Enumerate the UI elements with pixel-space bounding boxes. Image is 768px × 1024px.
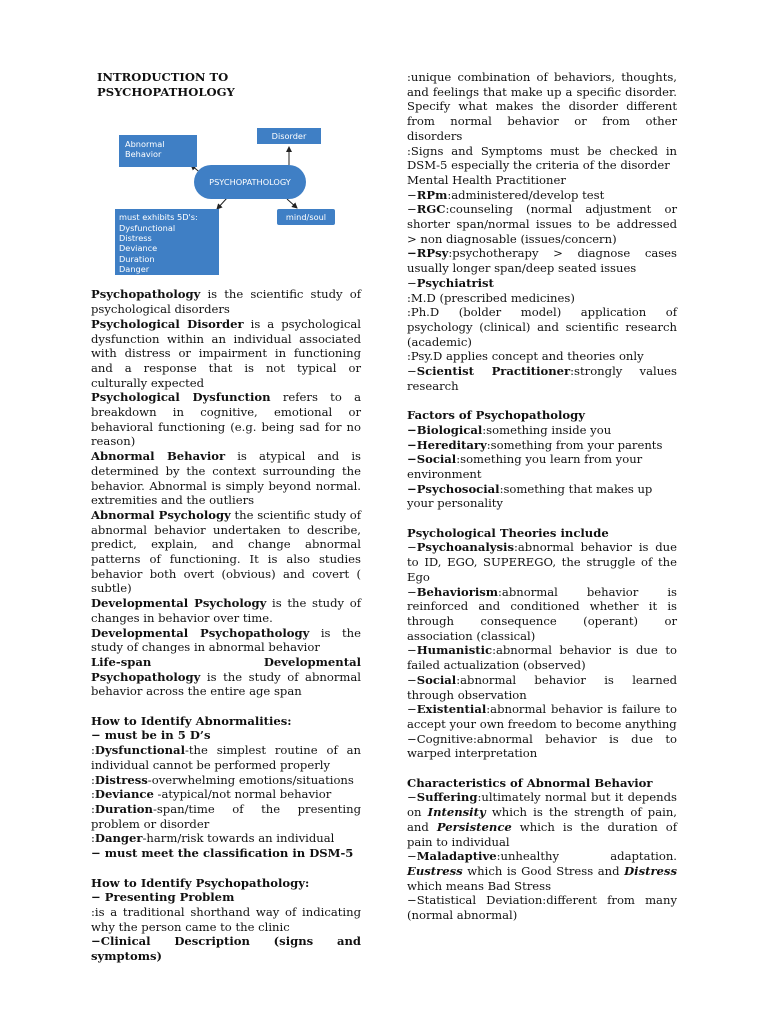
term: Maladaptive xyxy=(416,849,497,864)
term: Psychopathology xyxy=(91,287,201,302)
term: Life-span Developmental Psychopathology xyxy=(91,654,361,684)
emphasis-term: Distress xyxy=(624,863,677,878)
abnormal-line-1: Abnormal xyxy=(125,139,165,150)
section-heading-psychopathology xyxy=(91,876,361,891)
definition-text: is the study of abnormal behavior across the entire age span xyxy=(91,669,361,699)
definition-text: :something from your parents xyxy=(486,437,663,452)
practitioner-rpsy: −RPsy:psychotherapy > diagnose cases usually longer span/deep seated issues xyxy=(407,246,677,276)
definition-text: -the simplest routine of an individual cannot be performed properly xyxy=(91,743,361,772)
term: Humanistic xyxy=(416,643,493,658)
definition-text: which is the strength of pain, and xyxy=(407,805,677,834)
section-heading-abnormalities xyxy=(91,714,361,729)
definition-text: the scientific study of abnormal behavior undertaken to describe, predict, explain, and change abnormal patterns of functioning. It is also studies behavior both overt (obvious) and covert ( subtle) xyxy=(91,507,361,596)
theory-behaviorism: −Behaviorism:abnormal behavior is reinforced and conditioned whether it is through consequence (operant) or association (classical) xyxy=(407,584,677,643)
presenting-problem-text: :is a traditional shorthand way of indicating why the person came to the clinic xyxy=(91,904,361,934)
term: Psychoanalysis xyxy=(416,540,514,555)
rule: − must be in 5 D’s xyxy=(91,728,211,743)
abnormal-line-2: Behavior xyxy=(125,149,162,160)
term: Abnormal Behavior xyxy=(91,449,226,464)
definition-abnormal-behavior xyxy=(91,449,361,508)
characteristic-statistical-deviation: −Statistical Deviation:different from many (normal abnormal) xyxy=(407,893,677,923)
term: Danger xyxy=(94,831,143,846)
practitioner-rpm: −RPm:administered/develop test xyxy=(407,187,605,202)
term: Deviance xyxy=(94,787,154,802)
definition-text: :abnormal behavior is due to failed actualization (observed) xyxy=(407,643,677,673)
term: Scientist Practitioner xyxy=(416,364,571,379)
definition-text: :something that makes up your personality xyxy=(407,481,653,511)
definition-text: -harm/risk towards an individual xyxy=(142,831,335,846)
term: Existential xyxy=(416,702,487,717)
practitioner-psychiatrist: −Psychiatrist xyxy=(407,275,494,290)
mind-soul-box: mind/soul xyxy=(277,209,335,225)
term: RGC xyxy=(416,202,446,217)
factor-psychosocial: −Psychosocial:something that makes up your personality xyxy=(407,481,653,511)
factor-social: −Social:something you learn from your environment xyxy=(407,452,643,481)
definition-text: :administered/develop test xyxy=(447,187,605,202)
theory-existential: −Existential:abnormal behavior is failure to accept your own freedom to become anything xyxy=(407,702,677,731)
five-ds-line: Deviance xyxy=(119,243,158,254)
characteristic-maladaptive: −Maladaptive:unhealthy adaptation. Eustress which is Good Stress and Distress which means Bad Stress xyxy=(407,849,677,893)
definition-text: :psychotherapy > diagnose cases usually longer span/deep seated issues xyxy=(407,246,677,276)
definition-text: which is the duration of pain to individual xyxy=(407,819,677,849)
definition-text: :counseling (normal adjustment or shorter span/normal issues to be addressed > non diagnosable (issues/concern) xyxy=(407,202,677,246)
left-column xyxy=(91,70,361,964)
definition-text: :something you learn from your environment xyxy=(407,452,643,481)
definition-text: :abnormal behavior is learned through observation xyxy=(407,672,677,702)
definition-psychological-dysfunction xyxy=(91,390,361,449)
definition-psychopathology xyxy=(91,287,361,316)
five-ds-line: Duration xyxy=(119,253,155,264)
term: Social xyxy=(416,672,457,687)
term: Psychosocial xyxy=(416,481,500,496)
term: Psychiatrist xyxy=(416,275,494,290)
psychiatrist-psyd: :Psy.D applies concept and theories only xyxy=(407,349,644,364)
emphasis-term: Intensity xyxy=(427,805,486,820)
definition-text: is the scientific study of psychological disorders xyxy=(91,287,361,317)
clinical-description-text: :unique combination of behaviors, thoughts, and feelings that make up a specific disorder. Specify what makes the disorder different from normal behavior or from other disorders xyxy=(407,70,677,143)
definition-text: is a psychological dysfunction within an individual associated with distress or impairment in functioning and a response that is not typical or culturally expected xyxy=(91,316,361,390)
psychopathology-diagram xyxy=(91,107,361,277)
definition-developmental-psychology xyxy=(91,596,361,625)
term: −Clinical Description (signs and symptoms) xyxy=(91,934,361,964)
term: Behaviorism xyxy=(416,584,499,599)
definition-text: :ultimately normal but it depends on xyxy=(407,790,677,820)
definition-text: -span/time of the presenting problem or disorder xyxy=(91,802,361,831)
five-ds-rule xyxy=(91,728,361,743)
theory-social: −Social:abnormal behavior is learned through observation xyxy=(407,672,677,702)
theory-psychoanalysis: −Psychoanalysis:abnormal behavior is due to ID, EGO, SUPEREGO, the struggle of the Ego xyxy=(407,540,677,584)
definition-text: which means Bad Stress xyxy=(407,878,552,893)
term: Psychological Dysfunction xyxy=(91,390,271,405)
definition-text: which is Good Stress and xyxy=(462,863,625,878)
definition-text: refers to a breakdown in cognitive, emotional or behavioral functioning (e.g. being sad for no reason) xyxy=(91,390,361,449)
definition-text: is the study of changes in behavior over time. xyxy=(91,596,361,625)
psychopathology-node: PSYCHOPATHOLOGY xyxy=(194,165,306,199)
term: Distress xyxy=(94,772,148,787)
d-dysfunctional: :Dysfunctional-the simplest routine of an individual cannot be performed properly xyxy=(91,743,361,772)
theory-cognitive: −Cognitive:abnormal behavior is due to warped interpretation xyxy=(407,731,677,761)
definition-text: :unhealthy adaptation. xyxy=(496,849,677,864)
definition-text: is atypical and is determined by the context surrounding the behavior. Abnormal is simply beyond normal. extremities and the outliers xyxy=(91,449,361,508)
dsm-rule xyxy=(91,846,361,861)
definition-text: :strongly values research xyxy=(407,364,677,393)
d-distress: :Distress-overwhelming emotions/situations xyxy=(91,772,354,787)
five-ds-line: must exhibits 5D's: xyxy=(119,212,198,223)
definition-text: :abnormal behavior is reinforced and conditioned whether it is through consequence (operant) or association (classical) xyxy=(407,584,677,643)
presenting-problem-term xyxy=(91,890,361,905)
term: Abnormal Psychology xyxy=(91,507,231,522)
five-ds-line: Dysfunctional xyxy=(119,222,176,233)
d-danger: :Danger-harm/risk towards an individual xyxy=(91,831,335,846)
emphasis-term: Persistence xyxy=(436,819,512,834)
factor-biological: −Biological:something inside you xyxy=(407,422,612,437)
definition-text: -overwhelming emotions/situations xyxy=(147,772,354,787)
document-title: INTRODUCTION TO PSYCHOPATHOLOGY xyxy=(97,70,235,99)
definition-text: :abnormal behavior is due to ID, EGO, SUPEREGO, the struggle of the Ego xyxy=(407,540,677,584)
term: RPsy xyxy=(416,246,449,261)
d-duration: :Duration-span/time of the presenting problem or disorder xyxy=(91,802,361,831)
term: Dysfunctional xyxy=(94,743,185,758)
term: RPm xyxy=(416,187,448,202)
definition-text: :abnormal behavior is failure to accept your own freedom to become anything xyxy=(407,702,677,731)
heading: How to Identify Abnormalities: xyxy=(91,713,292,728)
term: Hereditary xyxy=(416,437,487,452)
psychiatrist-phd: :Ph.D (bolder model) application of psychology (clinical) and scientific research (academic) xyxy=(407,305,677,349)
term: Developmental Psychology xyxy=(91,596,267,611)
heading: Factors of Psychopathology xyxy=(407,408,586,423)
d-deviance: :Deviance -atypical/not normal behavior xyxy=(91,787,332,802)
section-heading-characteristics xyxy=(407,776,677,791)
term: Developmental Psychopathology xyxy=(91,625,310,640)
definition-abnormal-psychology xyxy=(91,508,361,596)
term: Duration xyxy=(94,802,153,816)
signs-symptoms-text: :Signs and Symptoms must be checked in DSM-5 especially the criteria of the disorder xyxy=(407,143,677,173)
definition-developmental-psychopathology xyxy=(91,626,361,655)
heading: Psychological Theories include xyxy=(407,525,609,540)
definition-text: -atypical/not normal behavior xyxy=(153,787,332,802)
mental-health-practitioner-heading: Mental Health Practitioner xyxy=(407,172,566,187)
practitioner-rgc: −RGC:counseling (normal adjustment or shorter span/normal issues to be addressed > non diagnosable (issues/concern) xyxy=(407,202,677,246)
right-column xyxy=(407,70,677,923)
abnormal-behavior-box xyxy=(119,135,197,167)
term: Social xyxy=(416,452,457,467)
definition-text: :something inside you xyxy=(482,422,612,437)
section-heading-factors xyxy=(407,408,677,423)
definition-psychological-disorder xyxy=(91,317,361,391)
term: − Presenting Problem xyxy=(91,890,235,905)
rule: − must meet the classification in DSM-5 xyxy=(91,846,354,861)
section-heading-theories xyxy=(407,526,677,541)
clinical-description-term xyxy=(91,934,361,963)
five-ds-line: Distress xyxy=(119,233,152,243)
five-ds-box xyxy=(115,209,219,275)
disorder-box: Disorder xyxy=(257,128,321,144)
psychiatrist-md: :M.D (prescribed medicines) xyxy=(407,290,575,305)
term: Biological xyxy=(416,422,483,437)
heading: How to Identify Psychopathology: xyxy=(91,875,310,890)
practitioner-scientist: −Scientist Practitioner:strongly values research xyxy=(407,364,677,393)
factor-hereditary: −Hereditary:something from your parents xyxy=(407,437,663,452)
term: Suffering xyxy=(416,790,478,805)
definition-text: is the study of changes in abnormal behavior xyxy=(91,625,361,655)
characteristic-suffering: −Suffering:ultimately normal but it depends on Intensity which is the strength of pain, and Persistence which is the duration of pain to individual xyxy=(407,790,677,849)
definition-lifespan-psychopathology xyxy=(91,655,361,699)
five-ds-line: Danger xyxy=(119,263,150,274)
heading: Characteristics of Abnormal Behavior xyxy=(407,775,653,790)
term: Psychological Disorder xyxy=(91,316,244,331)
emphasis-term: Eustress xyxy=(407,863,463,878)
theory-humanistic: −Humanistic:abnormal behavior is due to failed actualization (observed) xyxy=(407,643,677,673)
